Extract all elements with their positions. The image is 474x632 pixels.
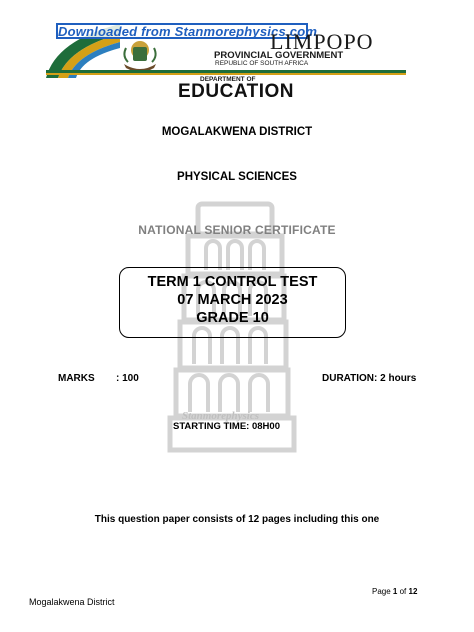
page-prefix: Page	[372, 587, 391, 596]
grade-label: GRADE 10	[196, 310, 269, 326]
republic-label: REPUBLIC OF SOUTH AFRICA	[215, 60, 309, 67]
duration-label: DURATION: 2 hours	[322, 373, 417, 384]
pages-note: This question paper consists of 12 pages including this one	[94, 514, 380, 525]
subject-title: PHYSICAL SCIENCES	[177, 171, 297, 183]
page-of: of	[399, 587, 407, 596]
coat-of-arms-icon	[120, 38, 160, 72]
header-band-gold	[46, 73, 406, 75]
test-date: 07 MARCH 2023	[177, 292, 288, 308]
test-title: TERM 1 CONTROL TEST	[147, 274, 318, 290]
starting-time-label: STARTING TIME: 08H00	[173, 421, 280, 432]
provincial-government-label: PROVINCIAL GOVERNMENT	[214, 50, 344, 61]
department-name: EDUCATION	[178, 81, 295, 102]
department-of-label: DEPARTMENT OF	[200, 76, 256, 83]
watermark-text: Stanmorephysics	[182, 410, 260, 422]
logo-word: LIMPOPO	[270, 29, 374, 54]
certificate-title: NATIONAL SENIOR CERTIFICATE	[138, 223, 336, 237]
marks-label: MARKS	[58, 373, 95, 384]
marks-value: : 100	[116, 373, 139, 384]
page-number	[372, 587, 417, 596]
district-title: MOGALAKWENA DISTRICT	[161, 126, 313, 138]
page-current: 1	[392, 587, 398, 596]
footer-district: Mogalakwena District	[29, 597, 115, 607]
download-banner-text[interactable]: Downloaded from Stanmorephysics.com	[58, 24, 318, 39]
page-total: 12	[408, 587, 418, 596]
